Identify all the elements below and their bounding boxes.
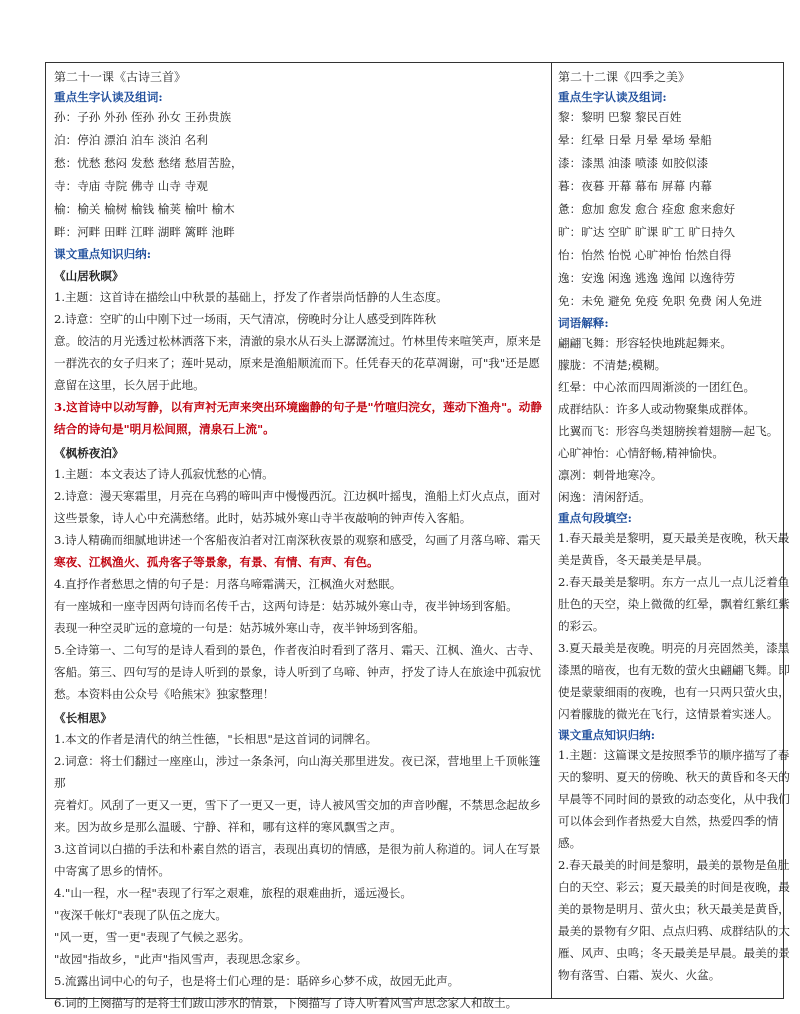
definition-item: 凛冽：刺骨地寒冷。 xyxy=(558,468,663,482)
left-vocab-list xyxy=(54,106,545,244)
note-line: 中寄寓了思乡的情怀。 xyxy=(54,864,170,878)
definition-item: 闲逸：清闲舒适。 xyxy=(558,490,651,504)
fill-line: 的彩云。 xyxy=(558,619,605,633)
note-line: 3.这首词以白描的手法和朴素自然的语言，表现出真切的情感，是很为前人称道的。词人在写景 xyxy=(54,842,541,856)
poem3-notes xyxy=(54,728,545,1014)
worksheet-table xyxy=(45,62,790,1010)
vocab-item: 榆：榆关 榆树 榆钱 榆荚 榆叶 榆木 xyxy=(54,202,235,216)
definition-item: 心旷神怡：心情舒畅,精神愉快。 xyxy=(558,446,724,460)
note-line: 1.本文的作者是清代的纳兰性德，"长相思"是这首词的词牌名。 xyxy=(54,732,378,746)
lesson22-title: 第二十二课《四季之美》 xyxy=(558,70,691,84)
definition-item: 比翼而飞：形容鸟类翅膀挨着翅膀—起飞。 xyxy=(558,424,779,438)
note-line: 这些景象，诗人心中充满愁绪。此时，姑苏城外寒山寺半夜敲响的钟声传入客船。 xyxy=(54,511,472,525)
note-line: 结合的诗句是"明月松间照，清泉石上流"。 xyxy=(54,422,275,436)
summary-line: 物有落雪、白霜、炭火、火盆。 xyxy=(558,968,721,982)
note-line: 5.全诗第一、二句写的是诗人看到的景色，作者夜泊时看到了落月、霜天、江枫、渔火、古寺、 xyxy=(54,643,541,657)
summary-line: 2.春天最美的时间是黎明，最美的景物是鱼肚 xyxy=(558,858,790,872)
fill-line: 使是蒙蒙细雨的夜晚，也有一只两只萤火虫， xyxy=(558,685,790,699)
note-line: 2.词意：将士们翻过一座座山，涉过一条条河，向山海关那里进发。夜已深，营地里上千顶帐篷那 xyxy=(54,754,541,790)
vocab-item: 暮：夜暮 开幕 幕布 屏幕 内幕 xyxy=(558,179,712,193)
definition-item: 朦胧：不清楚;模糊。 xyxy=(558,358,667,372)
right-vocab-list xyxy=(558,106,777,313)
note-line: 4.直抒作者愁思之情的句子是：月落乌啼霜满天，江枫渔火对愁眠。 xyxy=(54,577,402,591)
note-line: 来。因为故乡是那么温暖、宁静、祥和，哪有这样的寒风飘雪之声。 xyxy=(54,820,402,834)
right-column xyxy=(552,63,790,998)
fill-line: 2.春天最美是黎明。东方一点儿一点儿泛着鱼 xyxy=(558,575,790,589)
fill-line: 3.夏天最美是夜晚。明亮的月亮固然美，漆黑 xyxy=(558,641,790,655)
vocab-item: 泊：停泊 漂泊 泊车 淡泊 名利 xyxy=(54,133,208,147)
summary-line: 1.主题：这篇课文是按照季节的顺序描写了春 xyxy=(558,748,790,762)
note-line: "风一更，雪一更"表现了气候之恶劣。 xyxy=(54,930,251,944)
summary-line: 美的景物是明月、萤火虫；秋天最美是黄昏， xyxy=(558,902,790,916)
note-line: "夜深千帐灯"表现了队伍之庞大。 xyxy=(54,908,227,922)
summary-line: 早晨等不同时间的景致的动态变化，从中我们 xyxy=(558,792,790,806)
vocab-item: 漆：漆黑 油漆 喷漆 如胶似漆 xyxy=(558,156,709,170)
vocab-item: 愁：忧愁 愁闷 发愁 愁绪 愁眉苦脸， xyxy=(54,156,243,170)
summary-line: 最美的景物有夕阳、点点归鸦、成群结队的大 xyxy=(558,924,790,938)
poem2-title: 《枫桥夜泊》 xyxy=(54,446,124,460)
fill-in-heading: 重点句段填空: xyxy=(558,511,632,525)
fill-line: 肚色的天空，染上微微的红晕，飘着红紫红紫 xyxy=(558,597,790,611)
vocab-item: 惫：愈加 愈发 愈合 痊愈 愈来愈好 xyxy=(558,202,736,216)
vocab-item: 寺：寺庙 寺院 佛寺 山寺 寺观 xyxy=(54,179,208,193)
note-line: 2.诗意：空旷的山中刚下过一场雨，天气清凉，傍晚时分让人感受到阵阵秋 xyxy=(54,312,437,326)
note-line: 1.主题：这首诗在描绘山中秋景的基础上，抒发了作者崇尚恬静的人生态度。 xyxy=(54,290,448,304)
note-line: 寒夜、江枫渔火、孤舟客子等景象，有景、有情、有声、有色。 xyxy=(54,555,379,569)
note-line: 意。皎洁的月光透过松林洒落下来，清澈的泉水从石头上潺潺流过。竹林里传来喧笑声，原来是 xyxy=(54,334,541,348)
vocab-item: 免：未免 避免 免疫 免职 免费 闲人免进 xyxy=(558,294,762,308)
note-line: 2.诗意：漫天寒霜里，月亮在乌鸦的啼叫声中慢慢西沉。江边枫叶摇曳，渔船上灯火点点，面对 xyxy=(54,489,541,503)
definition-item: 翩翩飞舞：形容轻快地跳起舞来。 xyxy=(558,336,732,350)
note-line: 1.主题：本文表达了诗人孤寂忧愁的心情。 xyxy=(54,467,274,481)
word-definitions xyxy=(558,332,777,508)
poem1-title: 《山居秋暝》 xyxy=(54,269,124,283)
note-line: 5.流露出词中心的句子，也是将士们心理的是：聒碎乡心梦不成，故园无此声。 xyxy=(54,974,460,988)
note-line: 表现一种空灵旷远的意境的一句是：姑苏城外寒山寺，夜半钟场到客船。 xyxy=(54,621,426,635)
right-summary-heading: 课文重点知识归纳: xyxy=(558,728,656,742)
vocab-item: 逸：安逸 闲逸 逃逸 逸闻 以逸待劳 xyxy=(558,271,736,285)
summary-line: 天的黎明、夏天的傍晚、秋天的黄昏和冬天的 xyxy=(558,770,790,784)
fill-line: 漆黑的暗夜，也有无数的萤火虫翩翩飞舞。即 xyxy=(558,663,790,677)
note-line: 6.词的上阕描写的是将士们跋山涉水的情景，下阕描写了诗人听着风雪声思念家人和故土。 xyxy=(54,996,518,1010)
note-line: 3.这首诗中以动写静，以有声衬无声来突出环境幽静的句子是"竹喧归浣女，莲动下渔舟"。动静 xyxy=(54,400,542,414)
summary-line: 白的天空、彩云；夏天最美的时间是夜晚，最 xyxy=(558,880,790,894)
summary-line: 可以体会到作者热爱大自然，热爱四季的情 xyxy=(558,814,779,828)
fill-line: 1.春天最美是黎明，夏天最美是夜晚，秋天最 xyxy=(558,531,790,545)
poem1-notes xyxy=(54,286,545,440)
fill-line: 闪着朦胧的微光在飞行，这情景着实迷人。 xyxy=(558,707,779,721)
note-line: 3.诗人精确而细腻地讲述一个客船夜泊者对江南深秋夜景的观察和感受，勾画了月落乌啼、霜天 xyxy=(54,533,541,547)
definition-item: 红晕：中心浓而四周渐淡的一团红色。 xyxy=(558,380,756,394)
definition-item: 成群结队：许多人或动物聚集成群体。 xyxy=(558,402,756,416)
vocab-item: 晕：红晕 日晕 月晕 晕场 晕船 xyxy=(558,133,712,147)
note-line: 有一座城和一座寺因两句诗而名传千古，这两句诗是：姑苏城外寒山寺，夜半钟场到客船。 xyxy=(54,599,518,613)
fill-in-passages xyxy=(558,527,790,725)
note-line: 一群洗衣的女子归来了；莲叶晃动，原来是渔船顺流而下。任凭春天的花草凋谢，可"我"还是愿 xyxy=(54,356,541,370)
note-line: 意留在这里，长久居于此地。 xyxy=(54,378,205,392)
lesson21-title: 第二十一课《古诗三首》 xyxy=(54,70,187,84)
vocab-item: 黎：黎明 巴黎 黎民百姓 xyxy=(558,110,682,124)
right-summary xyxy=(558,744,790,986)
vocab-item: 畔：河畔 田畔 江畔 湖畔 篱畔 池畔 xyxy=(54,225,235,239)
poem2-notes xyxy=(54,463,545,705)
vocab-item: 怡：怡然 怡悦 心旷神怡 怡然自得 xyxy=(558,248,732,262)
fill-line: 美是黄昏，冬天最美是早晨。 xyxy=(558,553,709,567)
note-line: 4."山一程，水一程"表现了行军之艰难，旅程的艰难曲折，遥远漫长。 xyxy=(54,886,412,900)
summary-line: 雁、风声、虫鸣；冬天最美是早晨。最美的景 xyxy=(558,946,790,960)
left-section-vocab-heading: 重点生字认读及组词: xyxy=(54,90,163,104)
note-line: 客船。第三、四句写的是诗人听到的景象，诗人听到了乌啼、钟声，抒发了诗人在旅途中孤寂忧 xyxy=(54,665,541,679)
vocab-item: 旷：旷达 空旷 旷课 旷工 旷日持久 xyxy=(558,225,736,239)
poem3-title: 《长相思》 xyxy=(54,711,112,725)
note-line: "故园"指故乡，"此声"指风雪声，表现思念家乡。 xyxy=(54,952,308,966)
left-column xyxy=(46,63,552,1010)
note-line: 亮着灯。风刮了一更又一更，雪下了一更又一更，诗人被风雪交加的声音吵醒，不禁思念起故乡 xyxy=(54,798,541,812)
left-section-summary-heading: 课文重点知识归纳: xyxy=(54,247,152,261)
vocab-item: 孙：子孙 外孙 侄孙 孙女 王孙贵族 xyxy=(54,110,232,124)
summary-line: 感。 xyxy=(558,836,582,850)
word-definitions-heading: 词语解释: xyxy=(558,316,609,330)
note-line: 愁。本资料由公众号《哈熊宋》独家整理！ xyxy=(54,687,275,701)
right-section-vocab-heading: 重点生字认读及组词: xyxy=(558,90,667,104)
